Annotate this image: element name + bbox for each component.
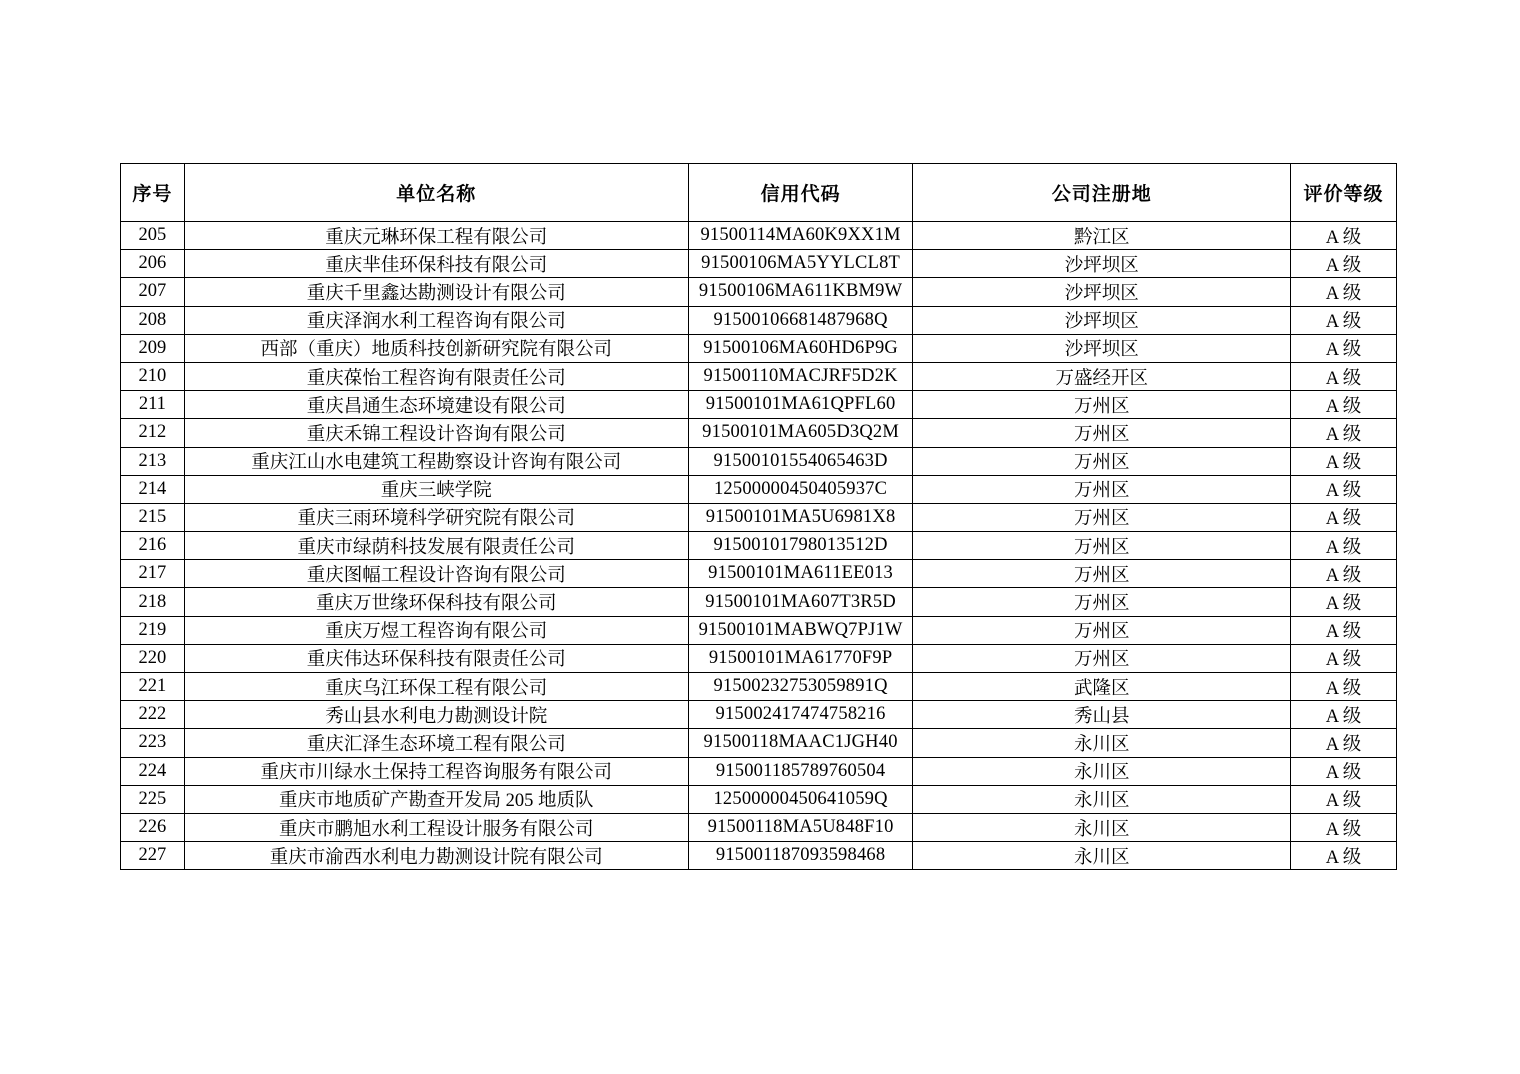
cell-region: 万州区 [913,503,1291,531]
table-row [121,419,1397,447]
cell-index: 220 [121,644,185,672]
cell-region: 万盛经开区 [913,362,1291,390]
cell-grade: A 级 [1291,532,1397,560]
cell-name: 秀山县水利电力勘测设计院 [184,701,688,729]
cell-grade: A 级 [1291,842,1397,870]
cell-index: 227 [121,842,185,870]
cell-index: 206 [121,250,185,278]
cell-code: 91500118MA5U848F10 [688,813,913,841]
cell-index: 224 [121,757,185,785]
table-row [121,222,1397,250]
cell-grade: A 级 [1291,362,1397,390]
cell-index: 223 [121,729,185,757]
cell-index: 219 [121,616,185,644]
cell-code: 91500101MA611EE013 [688,560,913,588]
cell-code: 91500106MA60HD6P9G [688,334,913,362]
cell-name: 重庆禾锦工程设计咨询有限公司 [184,419,688,447]
cell-code: 915001187093598468 [688,842,913,870]
cell-name: 重庆市地质矿产勘查开发局 205 地质队 [184,785,688,813]
cell-name: 重庆三雨环境科学研究院有限公司 [184,503,688,531]
cell-grade: A 级 [1291,616,1397,644]
cell-grade: A 级 [1291,757,1397,785]
cell-index: 226 [121,813,185,841]
table-row [121,729,1397,757]
cell-grade: A 级 [1291,419,1397,447]
cell-name: 重庆伟达环保科技有限责任公司 [184,644,688,672]
table-row [121,306,1397,334]
cell-index: 218 [121,588,185,616]
cell-name: 重庆万世缘环保科技有限公司 [184,588,688,616]
cell-region: 万州区 [913,644,1291,672]
cell-name: 重庆芈佳环保科技有限公司 [184,250,688,278]
cell-index: 208 [121,306,185,334]
cell-code: 91500101MA607T3R5D [688,588,913,616]
cell-code: 91500106MA5YYLCL8T [688,250,913,278]
cell-index: 217 [121,560,185,588]
table-row [121,391,1397,419]
cell-region: 万州区 [913,560,1291,588]
cell-name: 重庆元琳环保工程有限公司 [184,222,688,250]
table-row [121,278,1397,306]
cell-index: 209 [121,334,185,362]
cell-code: 12500000450405937C [688,475,913,503]
cell-grade: A 级 [1291,560,1397,588]
cell-code: 91500101554065463D [688,447,913,475]
cell-grade: A 级 [1291,644,1397,672]
cell-grade: A 级 [1291,306,1397,334]
cell-grade: A 级 [1291,475,1397,503]
header-row [121,164,1397,222]
cell-region: 武隆区 [913,673,1291,701]
cell-name: 重庆市绿荫科技发展有限责任公司 [184,532,688,560]
company-rating-table-container [120,163,1397,870]
cell-code: 91500110MACJRF5D2K [688,362,913,390]
table-row [121,334,1397,362]
cell-region: 万州区 [913,588,1291,616]
table-row [121,701,1397,729]
cell-name: 重庆万煜工程咨询有限公司 [184,616,688,644]
cell-name: 重庆图幅工程设计咨询有限公司 [184,560,688,588]
cell-region: 永川区 [913,729,1291,757]
table-row [121,757,1397,785]
cell-code: 91500106681487968Q [688,306,913,334]
cell-index: 211 [121,391,185,419]
cell-name: 重庆汇泽生态环境工程有限公司 [184,729,688,757]
column-header-name: 单位名称 [184,164,688,222]
cell-region: 沙坪坝区 [913,250,1291,278]
cell-grade: A 级 [1291,250,1397,278]
table-row [121,785,1397,813]
table-row [121,250,1397,278]
cell-name: 重庆昌通生态环境建设有限公司 [184,391,688,419]
cell-index: 216 [121,532,185,560]
column-header-grade: 评价等级 [1291,164,1397,222]
cell-grade: A 级 [1291,391,1397,419]
table-row [121,503,1397,531]
cell-grade: A 级 [1291,334,1397,362]
cell-code: 915001185789760504 [688,757,913,785]
cell-grade: A 级 [1291,222,1397,250]
cell-code: 91500101MA61770F9P [688,644,913,672]
table-row [121,813,1397,841]
cell-name: 西部（重庆）地质科技创新研究院有限公司 [184,334,688,362]
cell-index: 212 [121,419,185,447]
cell-region: 沙坪坝区 [913,334,1291,362]
cell-grade: A 级 [1291,447,1397,475]
cell-name: 重庆市鹏旭水利工程设计服务有限公司 [184,813,688,841]
table-row [121,475,1397,503]
cell-region: 万州区 [913,616,1291,644]
cell-region: 永川区 [913,842,1291,870]
cell-region: 万州区 [913,475,1291,503]
cell-name: 重庆泽润水利工程咨询有限公司 [184,306,688,334]
cell-code: 91500106MA611KBM9W [688,278,913,306]
cell-code: 91500101MA605D3Q2M [688,419,913,447]
cell-grade: A 级 [1291,785,1397,813]
cell-index: 221 [121,673,185,701]
cell-region: 黔江区 [913,222,1291,250]
cell-index: 214 [121,475,185,503]
cell-name: 重庆江山水电建筑工程勘察设计咨询有限公司 [184,447,688,475]
table-row [121,447,1397,475]
cell-region: 沙坪坝区 [913,278,1291,306]
cell-region: 万州区 [913,532,1291,560]
table-row [121,588,1397,616]
table-row [121,842,1397,870]
table-row [121,644,1397,672]
cell-code: 91500101MABWQ7PJ1W [688,616,913,644]
table-row [121,673,1397,701]
cell-code: 91500114MA60K9XX1M [688,222,913,250]
cell-region: 沙坪坝区 [913,306,1291,334]
cell-code: 91500118MAAC1JGH40 [688,729,913,757]
cell-index: 215 [121,503,185,531]
cell-index: 205 [121,222,185,250]
cell-code: 12500000450641059Q [688,785,913,813]
cell-index: 213 [121,447,185,475]
cell-index: 207 [121,278,185,306]
cell-code: 91500101MA61QPFL60 [688,391,913,419]
cell-name: 重庆市川绿水土保持工程咨询服务有限公司 [184,757,688,785]
cell-index: 210 [121,362,185,390]
cell-name: 重庆三峡学院 [184,475,688,503]
cell-region: 万州区 [913,391,1291,419]
cell-name: 重庆千里鑫达勘测设计有限公司 [184,278,688,306]
company-rating-table [120,163,1397,870]
cell-region: 永川区 [913,785,1291,813]
column-header-code: 信用代码 [688,164,913,222]
column-header-index: 序号 [121,164,185,222]
cell-index: 222 [121,701,185,729]
cell-name: 重庆乌江环保工程有限公司 [184,673,688,701]
cell-region: 永川区 [913,813,1291,841]
cell-grade: A 级 [1291,588,1397,616]
cell-region: 万州区 [913,447,1291,475]
cell-grade: A 级 [1291,278,1397,306]
cell-name: 重庆葆怡工程咨询有限责任公司 [184,362,688,390]
table-row [121,560,1397,588]
column-header-region: 公司注册地 [913,164,1291,222]
cell-code: 915002417474758216 [688,701,913,729]
cell-index: 225 [121,785,185,813]
cell-grade: A 级 [1291,503,1397,531]
cell-grade: A 级 [1291,729,1397,757]
cell-code: 91500232753059891Q [688,673,913,701]
table-row [121,616,1397,644]
table-row [121,532,1397,560]
table-row [121,362,1397,390]
cell-grade: A 级 [1291,813,1397,841]
cell-code: 91500101MA5U6981X8 [688,503,913,531]
cell-region: 永川区 [913,757,1291,785]
cell-code: 91500101798013512D [688,532,913,560]
cell-region: 秀山县 [913,701,1291,729]
cell-grade: A 级 [1291,701,1397,729]
cell-grade: A 级 [1291,673,1397,701]
cell-region: 万州区 [913,419,1291,447]
cell-name: 重庆市渝西水利电力勘测设计院有限公司 [184,842,688,870]
table-body [121,222,1397,870]
